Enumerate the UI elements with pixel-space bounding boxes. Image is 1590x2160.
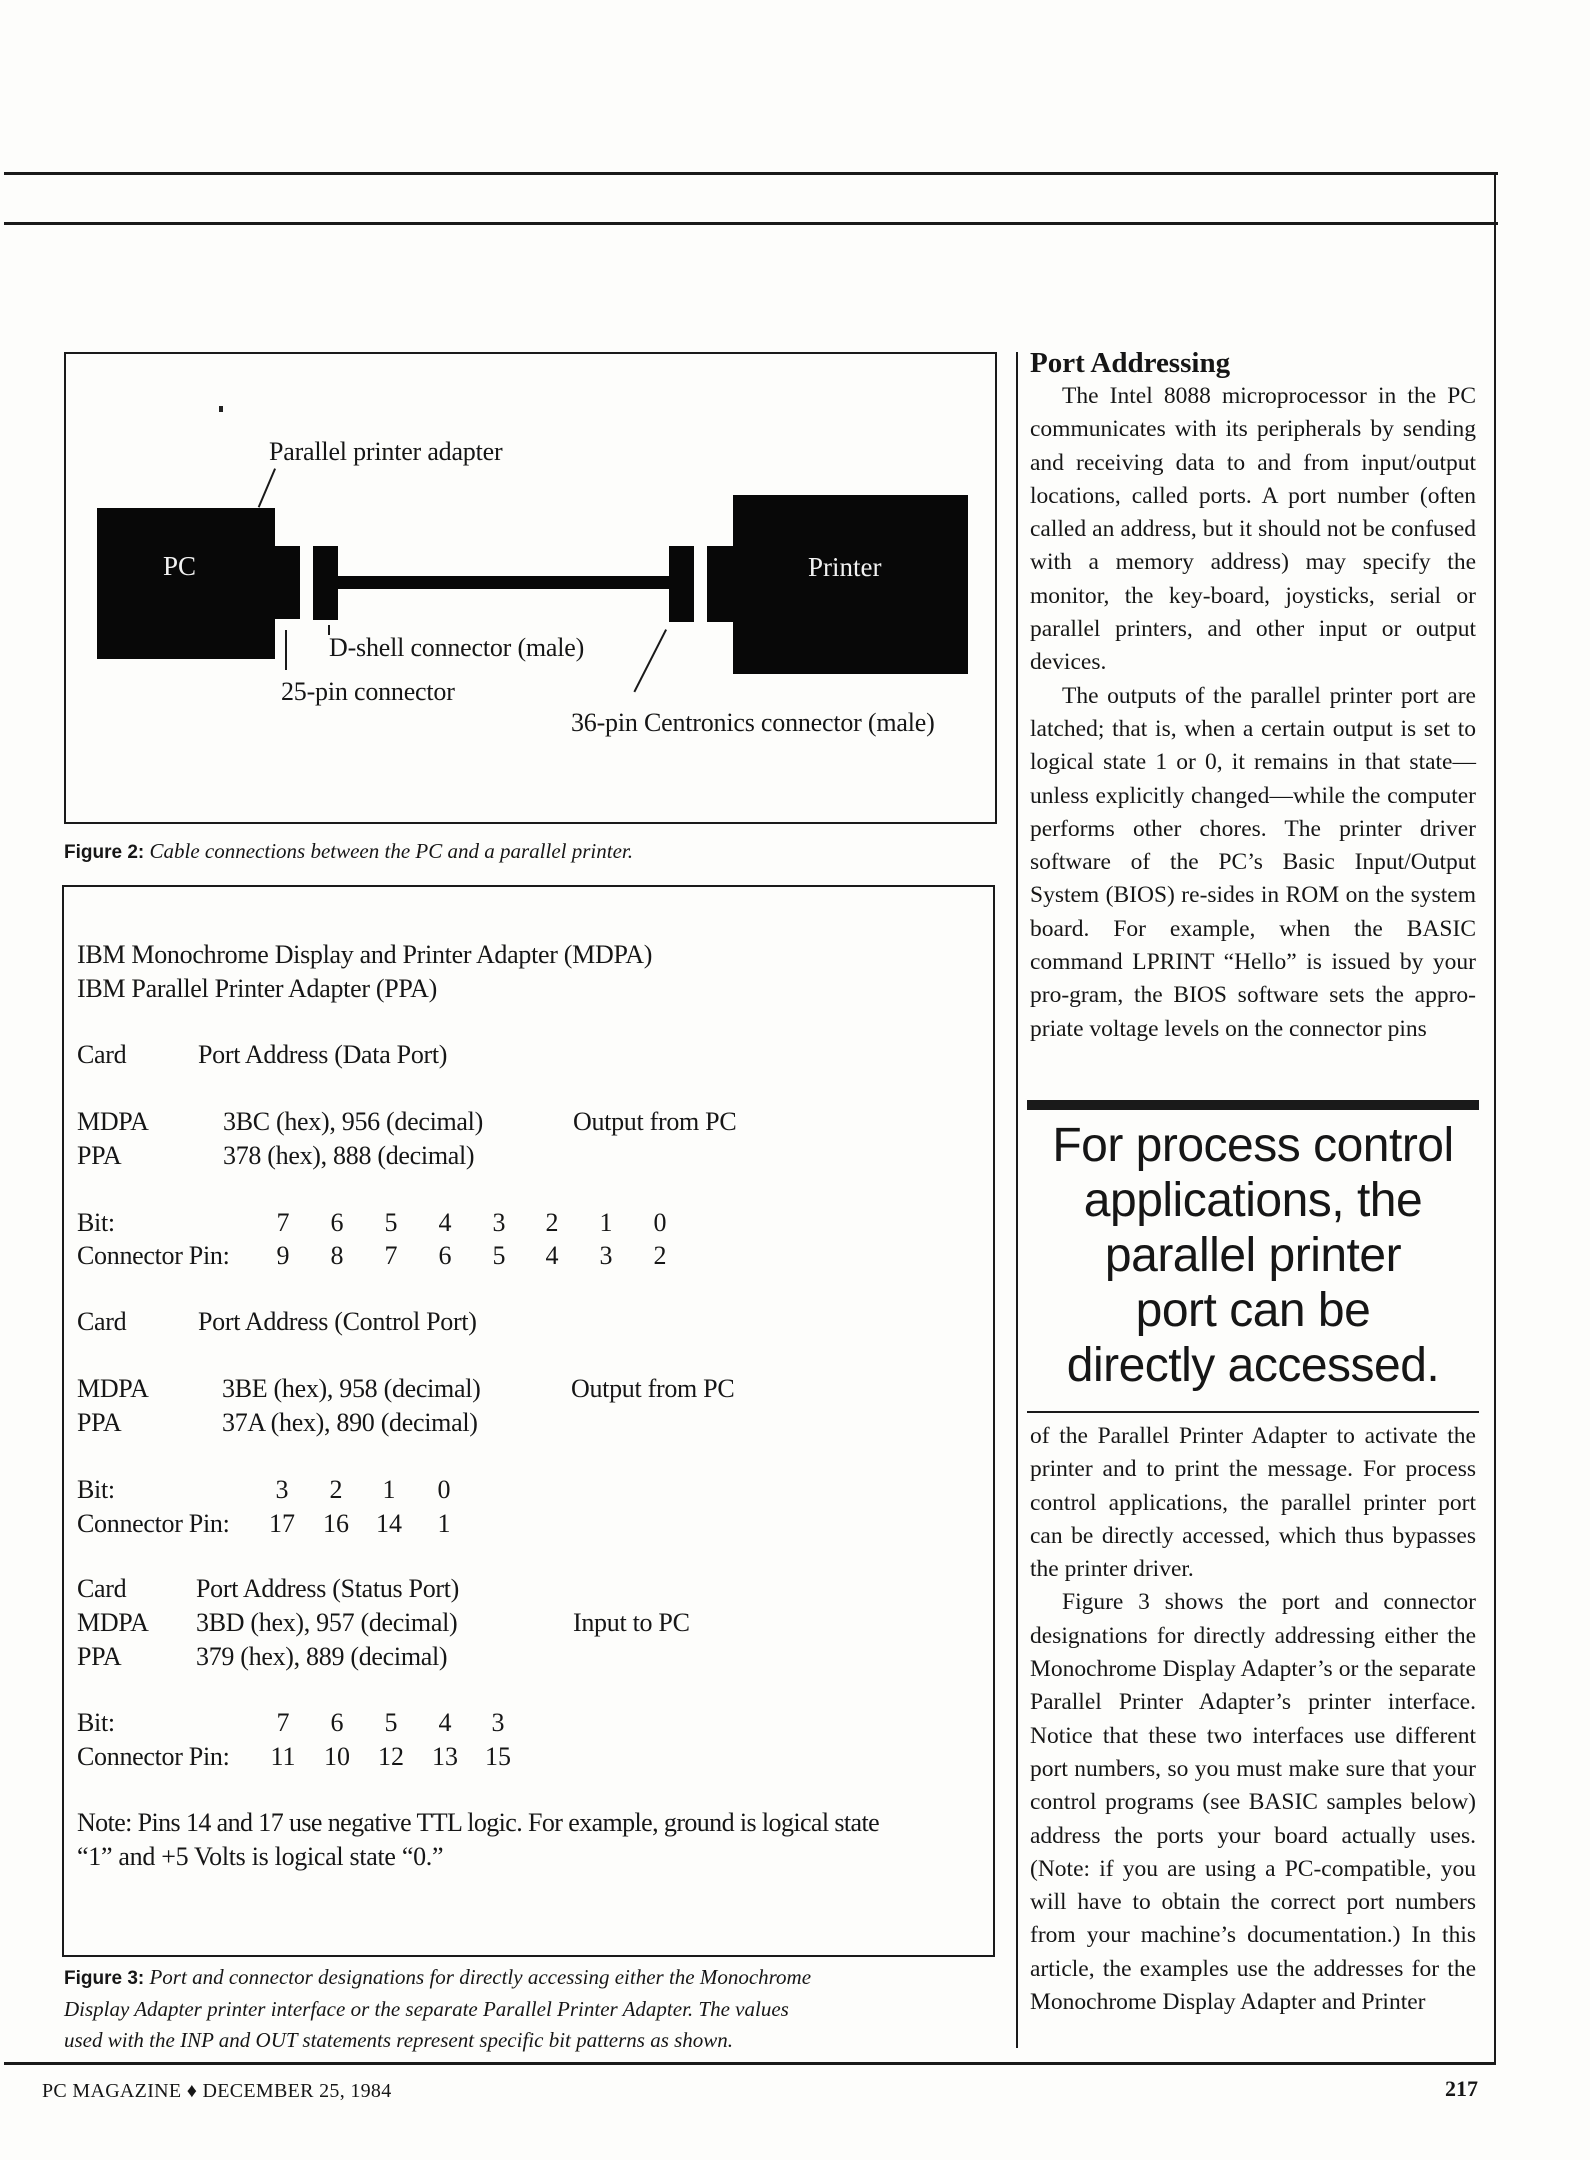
control-port-addr-header: Port Address (Control Port) (198, 1307, 477, 1336)
control-pin: 16 (323, 1509, 349, 1538)
fig3-title-1: IBM Monochrome Display and Printer Adapter (MDPA) (77, 940, 653, 969)
data-port-mdpa-dir: Output from PC (573, 1107, 737, 1136)
column-divider (1016, 352, 1018, 2048)
page-right-border (1494, 172, 1496, 2065)
status-pin: 15 (485, 1742, 511, 1771)
header-rule-bottom (4, 222, 1498, 225)
status-port-ppa-addr: 379 (hex), 889 (decimal) (196, 1642, 448, 1671)
figure-3-caption-line-2: Display Adapter printer interface or the separate Parallel Printer Adapter. The values (64, 1997, 789, 2021)
leader-25pin (285, 630, 287, 670)
article-paragraph-3: of the Parallel Printer Adapter to activate the printer and to print the message. For process control applications, the parallel printer port can be directly accessed, which thus bypasses the printer driver. (1030, 1423, 1476, 1583)
figure-2-caption-text: Cable connections between the PC and a parallel printer. (149, 839, 633, 863)
status-pin: 13 (432, 1742, 458, 1771)
data-bit: 1 (599, 1208, 613, 1237)
data-bit: 2 (545, 1208, 559, 1237)
status-bit: 7 (276, 1708, 290, 1737)
data-pin: 5 (492, 1241, 506, 1270)
printer-port-stub (707, 546, 735, 622)
pullquote (1030, 1118, 1476, 1393)
data-pin: 7 (384, 1241, 398, 1270)
data-bit: 6 (330, 1208, 344, 1237)
status-port-ppa-card: PPA (77, 1642, 122, 1671)
header-rule-top (4, 172, 1498, 175)
data-pin: 3 (599, 1241, 613, 1270)
status-pin: 12 (378, 1742, 404, 1771)
article-column-bottom (1030, 1420, 1476, 2019)
figure-2-label: Figure 2: (64, 842, 145, 863)
data-pin: 2 (653, 1241, 667, 1270)
status-pin: 11 (270, 1742, 296, 1771)
status-port-addr-header: Port Address (Status Port) (196, 1574, 460, 1603)
fig3-title-2: IBM Parallel Printer Adapter (PPA) (77, 974, 438, 1003)
data-port-mdpa-card: MDPA (77, 1107, 149, 1136)
data-pin: 4 (545, 1241, 559, 1270)
data-port-bit-label: Bit: (77, 1208, 115, 1237)
data-port-addr-header: Port Address (Data Port) (198, 1040, 448, 1069)
figure-3-caption-line-3: used with the INP and OUT statements represent specific bit patterns as shown. (64, 2028, 734, 2052)
label-dshell: D-shell connector (male) (329, 633, 585, 662)
article-paragraph-2: The outputs of the parallel printer port are latched; that is, when a certain output is set to logical state 1 or 0, it remains in that state—unless explicitly changed—while the computer performs other chores. The printer driver software of the PC’s Basic Input/Output System (BIOS) re-sides in ROM on the system board. For example, when the BASIC command LPRINT “Hello” is issued by your pro-gram, the BIOS software sets the appro-priate voltage levels on the connector pins (1030, 682, 1476, 1042)
pc-label: PC (163, 551, 197, 581)
fig3-note-line-1: Note: Pins 14 and 17 use negative TTL logic. For example, ground is logical state (77, 1808, 880, 1837)
printer-block (733, 495, 968, 674)
data-port-mdpa-addr: 3BC (hex), 956 (decimal) (223, 1107, 483, 1136)
data-port-ppa-card: PPA (77, 1141, 122, 1170)
page-number: 217 (1445, 2076, 1478, 2101)
control-port-card-header: Card (77, 1307, 127, 1336)
data-pin: 6 (438, 1241, 452, 1270)
status-port-bit-label: Bit: (77, 1708, 115, 1737)
pullquote-top-bar (1027, 1100, 1479, 1110)
data-port-ppa-addr: 378 (hex), 888 (decimal) (223, 1141, 475, 1170)
figure-3-label: Figure 3: (64, 1968, 145, 1989)
control-port-mdpa-addr: 3BE (hex), 958 (decimal) (222, 1374, 481, 1403)
dshell-connector (313, 546, 338, 620)
status-bit: 5 (384, 1708, 398, 1737)
figure-3-caption-line-1: Port and connector designations for directly accessing either the Monochrome (149, 1965, 812, 1989)
status-port-mdpa-dir: Input to PC (573, 1608, 690, 1637)
control-bit: 3 (275, 1475, 289, 1504)
printer-label: Printer (808, 552, 882, 582)
status-port-mdpa-addr: 3BD (hex), 957 (decimal) (196, 1608, 458, 1637)
data-bit: 5 (384, 1208, 398, 1237)
status-pin: 10 (324, 1742, 350, 1771)
label-centronics: 36-pin Centronics connector (male) (571, 708, 935, 737)
status-bit: 3 (491, 1708, 505, 1737)
data-bit: 3 (492, 1208, 506, 1237)
control-pin: 1 (437, 1509, 451, 1538)
data-port-card-header: Card (77, 1040, 127, 1069)
centronics-connector (669, 546, 694, 622)
pullquote-line-1: For process control (1052, 1119, 1454, 1172)
label-parallel-printer-adapter: Parallel printer adapter (269, 437, 503, 466)
pullquote-line-3: parallel printer (1104, 1229, 1402, 1282)
control-bit: 0 (437, 1475, 451, 1504)
label-25pin: 25-pin connector (281, 677, 455, 706)
control-pin: 17 (269, 1509, 295, 1538)
control-pin: 14 (376, 1509, 402, 1538)
pullquote-line-2: applications, the (1083, 1174, 1423, 1227)
data-bit: 7 (276, 1208, 290, 1237)
data-bit: 4 (438, 1208, 452, 1237)
control-port-bit-label: Bit: (77, 1475, 115, 1504)
stray-dot (219, 406, 223, 412)
status-bit: 4 (438, 1708, 452, 1737)
control-bit: 2 (329, 1475, 343, 1504)
control-port-mdpa-dir: Output from PC (571, 1374, 735, 1403)
footer-rule (4, 2062, 1496, 2065)
article-heading: Port Addressing (1030, 347, 1231, 379)
data-pin: 8 (330, 1241, 344, 1270)
data-bit: 0 (653, 1208, 667, 1237)
data-pin: 9 (276, 1241, 290, 1270)
pullquote-bottom-rule (1027, 1411, 1479, 1413)
control-port-ppa-card: PPA (77, 1408, 122, 1437)
figure-2-caption (64, 836, 633, 868)
article-column-top (1030, 346, 1476, 1046)
control-port-ppa-addr: 37A (hex), 890 (decimal) (222, 1408, 478, 1437)
article-paragraph-4: Figure 3 shows the port and connector designations for directly addressing either the Monochrome Display Adapter’s or the separate Parallel Printer Adapter’s printer interface. Notice that these two interfaces use different port numbers, so you must make sure that your control programs (see BASIC samples below) address the ports your board actually uses. (Note: if you are using a PC-compatible, you will have to obtain the correct port numbers from your machine’s documentation.) In this article, the examples use the addresses for the Monochrome Display Adapter and Printer (1030, 1589, 1476, 2016)
footer-publication: PC MAGAZINE ♦ DECEMBER 25, 1984 (42, 2080, 392, 2102)
control-port-pin-label: Connector Pin: (77, 1509, 230, 1538)
pullquote-line-4: port can be (1135, 1284, 1371, 1337)
control-bit: 1 (382, 1475, 396, 1504)
article-paragraph-1: The Intel 8088 microprocessor in the PC communicates with its peripherals by sending and receiving data to and from input/output locations, called ports. A port number (often called an address, but it should not be confused with a memory address) may specify the monitor, the key-board, joysticks, serial or parallel printers, and other input or output devices. (1030, 383, 1476, 676)
control-port-mdpa-card: MDPA (77, 1374, 149, 1403)
data-port-pin-label: Connector Pin: (77, 1241, 230, 1270)
pullquote-line-5: directly accessed. (1066, 1339, 1440, 1392)
status-port-card-header: Card (77, 1574, 127, 1603)
status-bit: 6 (330, 1708, 344, 1737)
cable (336, 576, 671, 589)
pc-block (97, 508, 275, 659)
status-port-mdpa-card: MDPA (77, 1608, 149, 1637)
fig3-note-line-2: “1” and +5 Volts is logical state “0.” (77, 1842, 444, 1871)
status-port-pin-label: Connector Pin: (77, 1742, 230, 1771)
pc-port-stub (274, 546, 300, 619)
figure-3-caption (64, 1962, 994, 2056)
